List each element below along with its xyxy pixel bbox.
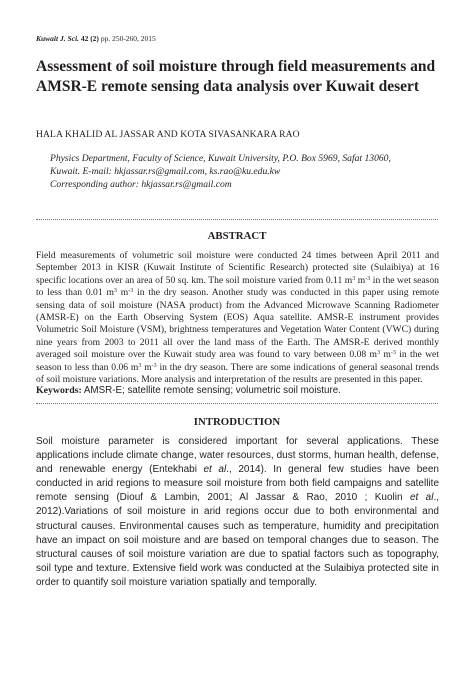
affiliation-email-line: Kuwait. E-mail: hkjassar.rs@gmail.com, ks.rao@ku.edu.kw bbox=[50, 166, 281, 177]
abstract-body: Field measurements of volumetric soil moisture were conducted 24 times between April 2011 and September 2013 in KISR (Kuwait Institute of Scientific Research) protected site (Sulaibiya) at 16 specific locations over an area of 50 sq. km. The soil moisture varied from 0.11 $m^3$ $m^{-3}$ in the wet season to less than 0.01 $m^3$ $m^{-3}$ in the dry season. Another study was conducted in this paper using remote sensing data of soil moisture (NASA product) from the Advanced Microwave Scanning Radiometer (AMSR-E) on the Earth Observing System (EOS) Aqua satellite. AMSR-E instrument provides Volumetric Soil Moisture (VSM), brightness temperatures and Vegetation Water Content (VWC) during nine years from 2003 to 2011 all over the land mass of the Earth. The AMSR-E derived monthly averaged soil moisture over the Kuwait study area was found to vary between 0.08 $m^3$ $m^{-3}$ in the wet season to less than 0.06 $m^3$ $m^{-3}$ in the dry season. There are some indications of general seasonal trends of soil moisture variations. More analysis and interpretation of the results are presented in this paper. bbox=[36, 250, 439, 386]
affiliation-block bbox=[50, 152, 450, 191]
introduction-body: Soil moisture parameter is considered important for several applications. These applications include climate change, water resources, dust storms, human health, defense, and renewable energy (Entekhabi et al., 2014). In general few studies have been conducted in arid regions to measure soil moisture from both field campaigns and satellite remote sensing (Diouf & Lambin, 2001; Al Jassar & Rao, 2010 ; Kuolin et al., 2012).Variations of soil moisture in arid regions occur due to both environmental and structural causes. Environmental causes such as temperature, humidity and precipitation have an impact on soil moisture and are based on temporal changes due to season. The structural causes of soil moisture variation are due to spatial factors such as topography, soil type and texture. Extensive field work was conducted at the Sulaibiya protected site in order to quantify soil moisture variation spatially and temporally. bbox=[36, 436, 440, 588]
journal-volume: 42 (2) bbox=[80, 34, 99, 43]
introduction-heading: INTRODUCTION bbox=[193, 416, 281, 428]
paper-title: Assessment of soil moisture through field measurements and AMSR-E remote sensing data analysis over Kuwait desert bbox=[36, 58, 436, 95]
keywords-text: AMSR-E; satellite remote sensing; volumetric soil moisture. bbox=[81, 385, 341, 396]
author-list: HALA KHALID AL JASSAR AND KOTA SIVASANKARA RAO bbox=[36, 129, 300, 140]
section-divider bbox=[36, 219, 438, 220]
section-divider bbox=[36, 403, 438, 404]
journal-citation bbox=[36, 34, 156, 44]
journal-name: Kuwait J. Sci. bbox=[36, 34, 79, 43]
corresponding-author-line: Corresponding author: hkjassar.rs@gmail.com bbox=[50, 179, 232, 190]
keywords-label: Keywords: bbox=[36, 385, 82, 396]
keywords-line bbox=[36, 385, 341, 397]
affiliation-line: Physics Department, Faculty of Science, Kuwait University, P.O. Box 5969, Safat 13060, bbox=[50, 153, 391, 164]
journal-pages: pp. 250-260, 2015 bbox=[100, 34, 156, 43]
abstract-heading: ABSTRACT bbox=[207, 230, 267, 242]
